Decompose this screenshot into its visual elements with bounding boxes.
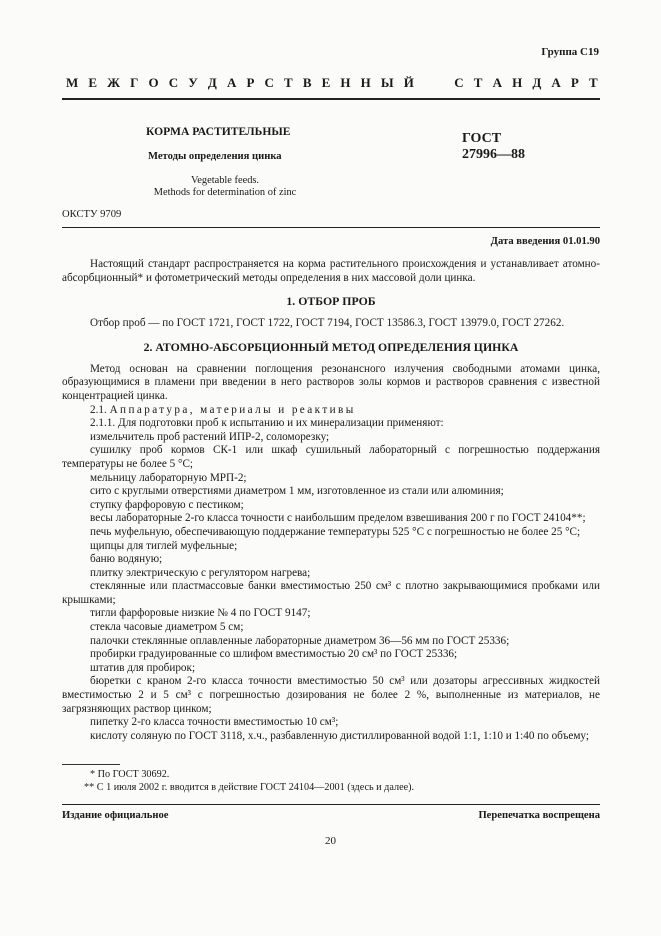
date-value: 01.01.90 [562, 236, 600, 247]
clause-2-1-1: 2.1.1. Для подготовки проб к испытанию и их минерализации применяют: [90, 417, 444, 430]
list-item: кислоту соляную по ГОСТ 3118, х.ч., разбавленную дистиллированной водой 1:1, 1:10 и 1:40 по объему; [90, 729, 589, 742]
english-title-line1: Vegetable feeds. [190, 175, 260, 186]
banner-letter: Н [360, 75, 371, 90]
banner-letter: А [226, 75, 237, 90]
banner-letter: О [148, 75, 159, 90]
banner-letter: С [168, 75, 179, 90]
interstate-standard-banner [66, 76, 598, 90]
banner-letter: Д [207, 75, 217, 90]
list-item: ступку фарфоровую с пестиком; [90, 498, 244, 511]
list-item: тигли фарфоровые низкие № 4 по ГОСТ 9147; [90, 607, 311, 620]
banner-letter: Т [473, 75, 483, 90]
banner-letter: Д [532, 75, 542, 90]
intro-paragraph: Настоящий стандарт распространяется на корма растительного происхождения и устанавливает атомно-абсорбционный* и фотометрический методы определения в них массовой доли цинка. [62, 258, 600, 284]
date-label: Дата введения [490, 236, 561, 247]
banner-letter: Ж [107, 75, 121, 90]
subsection-number: 2.1. [90, 403, 107, 416]
banner-letter: В [302, 75, 312, 90]
banner-letter: А [551, 75, 561, 90]
list-item: весы лабораторные 2-го класса точности с наибольшим пределом взвешивания 200 г по ГОСТ 24104**; [90, 512, 586, 525]
okstu-code: ОКСТУ 9709 [62, 209, 122, 220]
equipment-list [62, 431, 600, 744]
banner-letter: Р [246, 75, 255, 90]
header-rule [62, 98, 600, 100]
gost-designation [462, 131, 525, 163]
list-item: штатив для пробирок; [90, 661, 196, 674]
list-item: сушилку проб кормов СК-1 или шкаф сушильный лабораторный с погрешностью поддержания температуры не более 5 °С; [62, 444, 600, 470]
list-item: стекла часовые диаметром 5 см; [90, 621, 244, 634]
introduction-date [491, 235, 600, 249]
banner-letter: Е [321, 75, 331, 90]
banner-letter: А [492, 75, 502, 90]
footnote-2: ** С 1 июля 2002 г. вводится в действие ГОСТ 24104—2001 (здесь и далее). [84, 782, 415, 793]
banner-letter: С [454, 75, 464, 90]
banner-letter: У [188, 75, 198, 90]
gost-number: 27996—88 [462, 147, 525, 162]
list-item: баню водяную; [90, 553, 163, 566]
method-paragraph: Метод основан на сравнении поглощения резонансного излучения свободными атомами цинка, образующимися в пламени при введении в него растворов золы кормов и растворов сравнения с известной концентрацией цинка. [62, 362, 600, 402]
list-item: пипетку 2-го класса точности вместимостью 10 см³; [90, 716, 339, 729]
footnote-1: * По ГОСТ 30692. [90, 769, 170, 780]
banner-letter: Т [284, 75, 293, 90]
banner-letter: Н [340, 75, 351, 90]
list-item: щипцы для тиглей муфельные; [90, 539, 238, 552]
subsection-title: Аппаратура, материалы и реактивы [109, 403, 356, 416]
banner-letter: Г [130, 75, 139, 90]
list-item: пробирки градуированные со шлифом вместимостью 20 см³ по ГОСТ 25336; [90, 648, 458, 661]
section-2-heading: 2. АТОМНО-АБСОРБЦИОННЫЙ МЕТОД ОПРЕДЕЛЕНИЯ ЦИНКА [143, 339, 519, 354]
page-number: 20 [325, 835, 336, 847]
list-item: палочки стеклянные оплавленные лабораторные диаметром 36—56 мм по ГОСТ 25336; [90, 634, 510, 647]
section-1-text: Отбор проб — по ГОСТ 1721, ГОСТ 1722, ГОСТ 7194, ГОСТ 13586.3, ГОСТ 13979.0, ГОСТ 27262. [90, 317, 565, 330]
banner-letter: М [66, 75, 79, 90]
banner-letter: Й [403, 75, 414, 90]
english-title-line2: Methods for determination of zinc [153, 187, 297, 198]
document-subtitle: Методы определения цинка [148, 151, 282, 162]
footer-rule [62, 804, 600, 805]
list-item: бюретки с краном 2-го класса точности вместимостью 50 см³ или дозаторы агрессивных жидкостей вместимостью 2 и 5 см³ с погрешностью дозирования не более 2 %, выполненные из материалов, не загрязняющих раствор цинком; [62, 675, 600, 715]
banner-letter: С [264, 75, 274, 90]
section-1-heading: 1. ОТБОР ПРОБ [286, 294, 376, 309]
list-item: измельчитель проб растений ИПР-2, соломорезку; [90, 430, 330, 443]
subsection-2-1-heading [62, 404, 600, 418]
list-item: плитку электрическую с регулятором нагрева; [90, 566, 311, 579]
banner-letter: Т [588, 75, 598, 90]
list-item: стеклянные или пластмассовые банки вместимостью 250 см³ с плотно закрывающимися пробками или крышками; [62, 580, 600, 606]
okstu-rule [62, 227, 600, 228]
group-code: Группа С19 [541, 46, 599, 58]
official-edition-label: Издание официальное [62, 810, 169, 821]
list-item: сито с круглыми отверстиями диаметром 1 мм, изготовленное из стали или алюминия; [90, 485, 504, 498]
gost-label: ГОСТ [462, 131, 502, 146]
document-body [62, 258, 600, 743]
banner-letter: Ы [380, 75, 394, 90]
list-item: мельницу лабораторную МРП-2; [90, 471, 247, 484]
banner-letter: Р [570, 75, 579, 90]
list-item: печь муфельную, обеспечивающую поддержание температуры 525 °С с погрешностью не более 25 °С; [90, 525, 581, 538]
banner-letter: Е [88, 75, 98, 90]
document-title: КОРМА РАСТИТЕЛЬНЫЕ [146, 125, 291, 138]
reprint-prohibited-label: Перепечатка воспрещена [478, 810, 600, 821]
footnote-rule [62, 764, 120, 765]
banner-letter: Н [512, 75, 523, 90]
